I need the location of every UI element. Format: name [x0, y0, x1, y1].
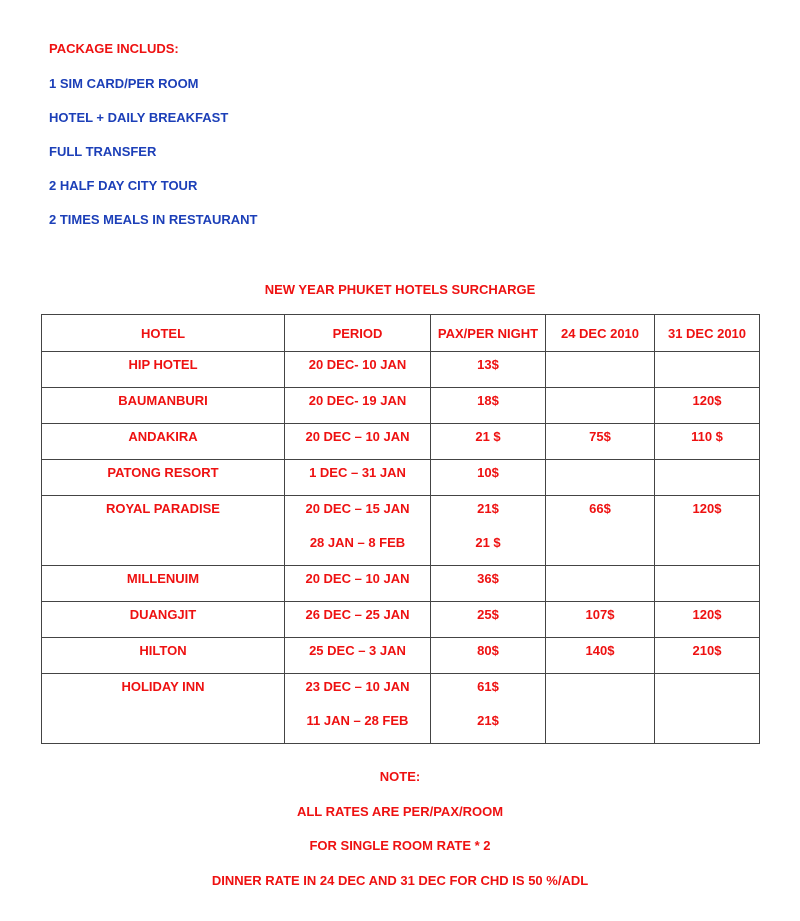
pax-cell: 36$ — [431, 566, 546, 602]
dec31-cell: 120$ — [655, 388, 760, 424]
hotel-cell: HILTON — [42, 638, 285, 674]
dec24-cell: 140$ — [546, 638, 655, 674]
dec24-cell — [546, 352, 655, 388]
period-cell: 20 DEC – 10 JAN — [285, 424, 431, 460]
dec24-cell — [546, 388, 655, 424]
dec31-cell: 120$ — [655, 496, 760, 566]
pax-cell: 10$ — [431, 460, 546, 496]
table-row — [42, 566, 760, 602]
period-cell: 20 DEC – 15 JAN 28 JAN – 8 FEB — [285, 496, 431, 566]
column-header-31dec: 31 DEC 2010 — [655, 315, 760, 352]
dec24-cell: 66$ — [546, 496, 655, 566]
note-line: DINNER RATE IN 24 DEC AND 31 DEC FOR CHD IS 50 %/ADL — [211, 873, 589, 888]
table-row — [42, 460, 760, 496]
period-cell: 26 DEC – 25 JAN — [285, 602, 431, 638]
hotel-cell: HIP HOTEL — [42, 352, 285, 388]
table-row — [42, 352, 760, 388]
dec31-cell: 210$ — [655, 638, 760, 674]
column-header-period: PERIOD — [285, 315, 431, 352]
column-header-hotel: HOTEL — [42, 315, 285, 352]
period-cell: 20 DEC- 19 JAN — [285, 388, 431, 424]
pax-cell: 21 $ — [431, 424, 546, 460]
note-line: ALL RATES ARE PER/PAX/ROOM — [296, 804, 504, 819]
pax-cell: 25$ — [431, 602, 546, 638]
package-item: 2 TIMES MEALS IN RESTAURANT — [49, 212, 258, 227]
table-row — [42, 602, 760, 638]
dec24-cell — [546, 674, 655, 744]
hotel-cell: BAUMANBURI — [42, 388, 285, 424]
table-row — [42, 638, 760, 674]
hotel-cell: HOLIDAY INN — [42, 674, 285, 744]
dec24-cell: 75$ — [546, 424, 655, 460]
package-item: FULL TRANSFER — [49, 144, 157, 159]
pax-cell: 61$ 21$ — [431, 674, 546, 744]
note-heading: NOTE: — [379, 769, 421, 784]
package-item: HOTEL + DAILY BREAKFAST — [49, 110, 229, 125]
hotel-cell: MILLENUIM — [42, 566, 285, 602]
surcharge-table — [41, 314, 760, 744]
period-cell: 23 DEC – 10 JAN 11 JAN – 28 FEB — [285, 674, 431, 744]
period-cell: 20 DEC- 10 JAN — [285, 352, 431, 388]
package-heading: PACKAGE INCLUDS: — [49, 41, 179, 56]
dec24-cell — [546, 566, 655, 602]
period-cell: 1 DEC – 31 JAN — [285, 460, 431, 496]
dec31-cell — [655, 352, 760, 388]
note-line: FOR SINGLE ROOM RATE * 2 — [309, 838, 491, 853]
dec24-cell: 107$ — [546, 602, 655, 638]
dec31-cell: 120$ — [655, 602, 760, 638]
hotel-cell: DUANGJIT — [42, 602, 285, 638]
period-cell: 25 DEC – 3 JAN — [285, 638, 431, 674]
package-item: 1 SIM CARD/PER ROOM — [49, 76, 199, 91]
hotel-cell: PATONG RESORT — [42, 460, 285, 496]
hotel-cell: ROYAL PARADISE — [42, 496, 285, 566]
pax-cell: 21$ 21 $ — [431, 496, 546, 566]
table-row — [42, 674, 760, 744]
period-cell: 20 DEC – 10 JAN — [285, 566, 431, 602]
dec31-cell — [655, 460, 760, 496]
pax-cell: 13$ — [431, 352, 546, 388]
table-row — [42, 388, 760, 424]
dec24-cell — [546, 460, 655, 496]
dec31-cell — [655, 674, 760, 744]
pax-cell: 80$ — [431, 638, 546, 674]
table-row — [42, 496, 760, 566]
table-header-row — [42, 315, 760, 352]
pax-cell: 18$ — [431, 388, 546, 424]
table-row — [42, 424, 760, 460]
package-item: 2 HALF DAY CITY TOUR — [49, 178, 198, 193]
column-header-24dec: 24 DEC 2010 — [546, 315, 655, 352]
hotel-cell: ANDAKIRA — [42, 424, 285, 460]
table-title: NEW YEAR PHUKET HOTELS SURCHARGE — [264, 282, 536, 297]
column-header-pax: PAX/PER NIGHT — [431, 315, 546, 352]
dec31-cell — [655, 566, 760, 602]
dec31-cell: 110 $ — [655, 424, 760, 460]
